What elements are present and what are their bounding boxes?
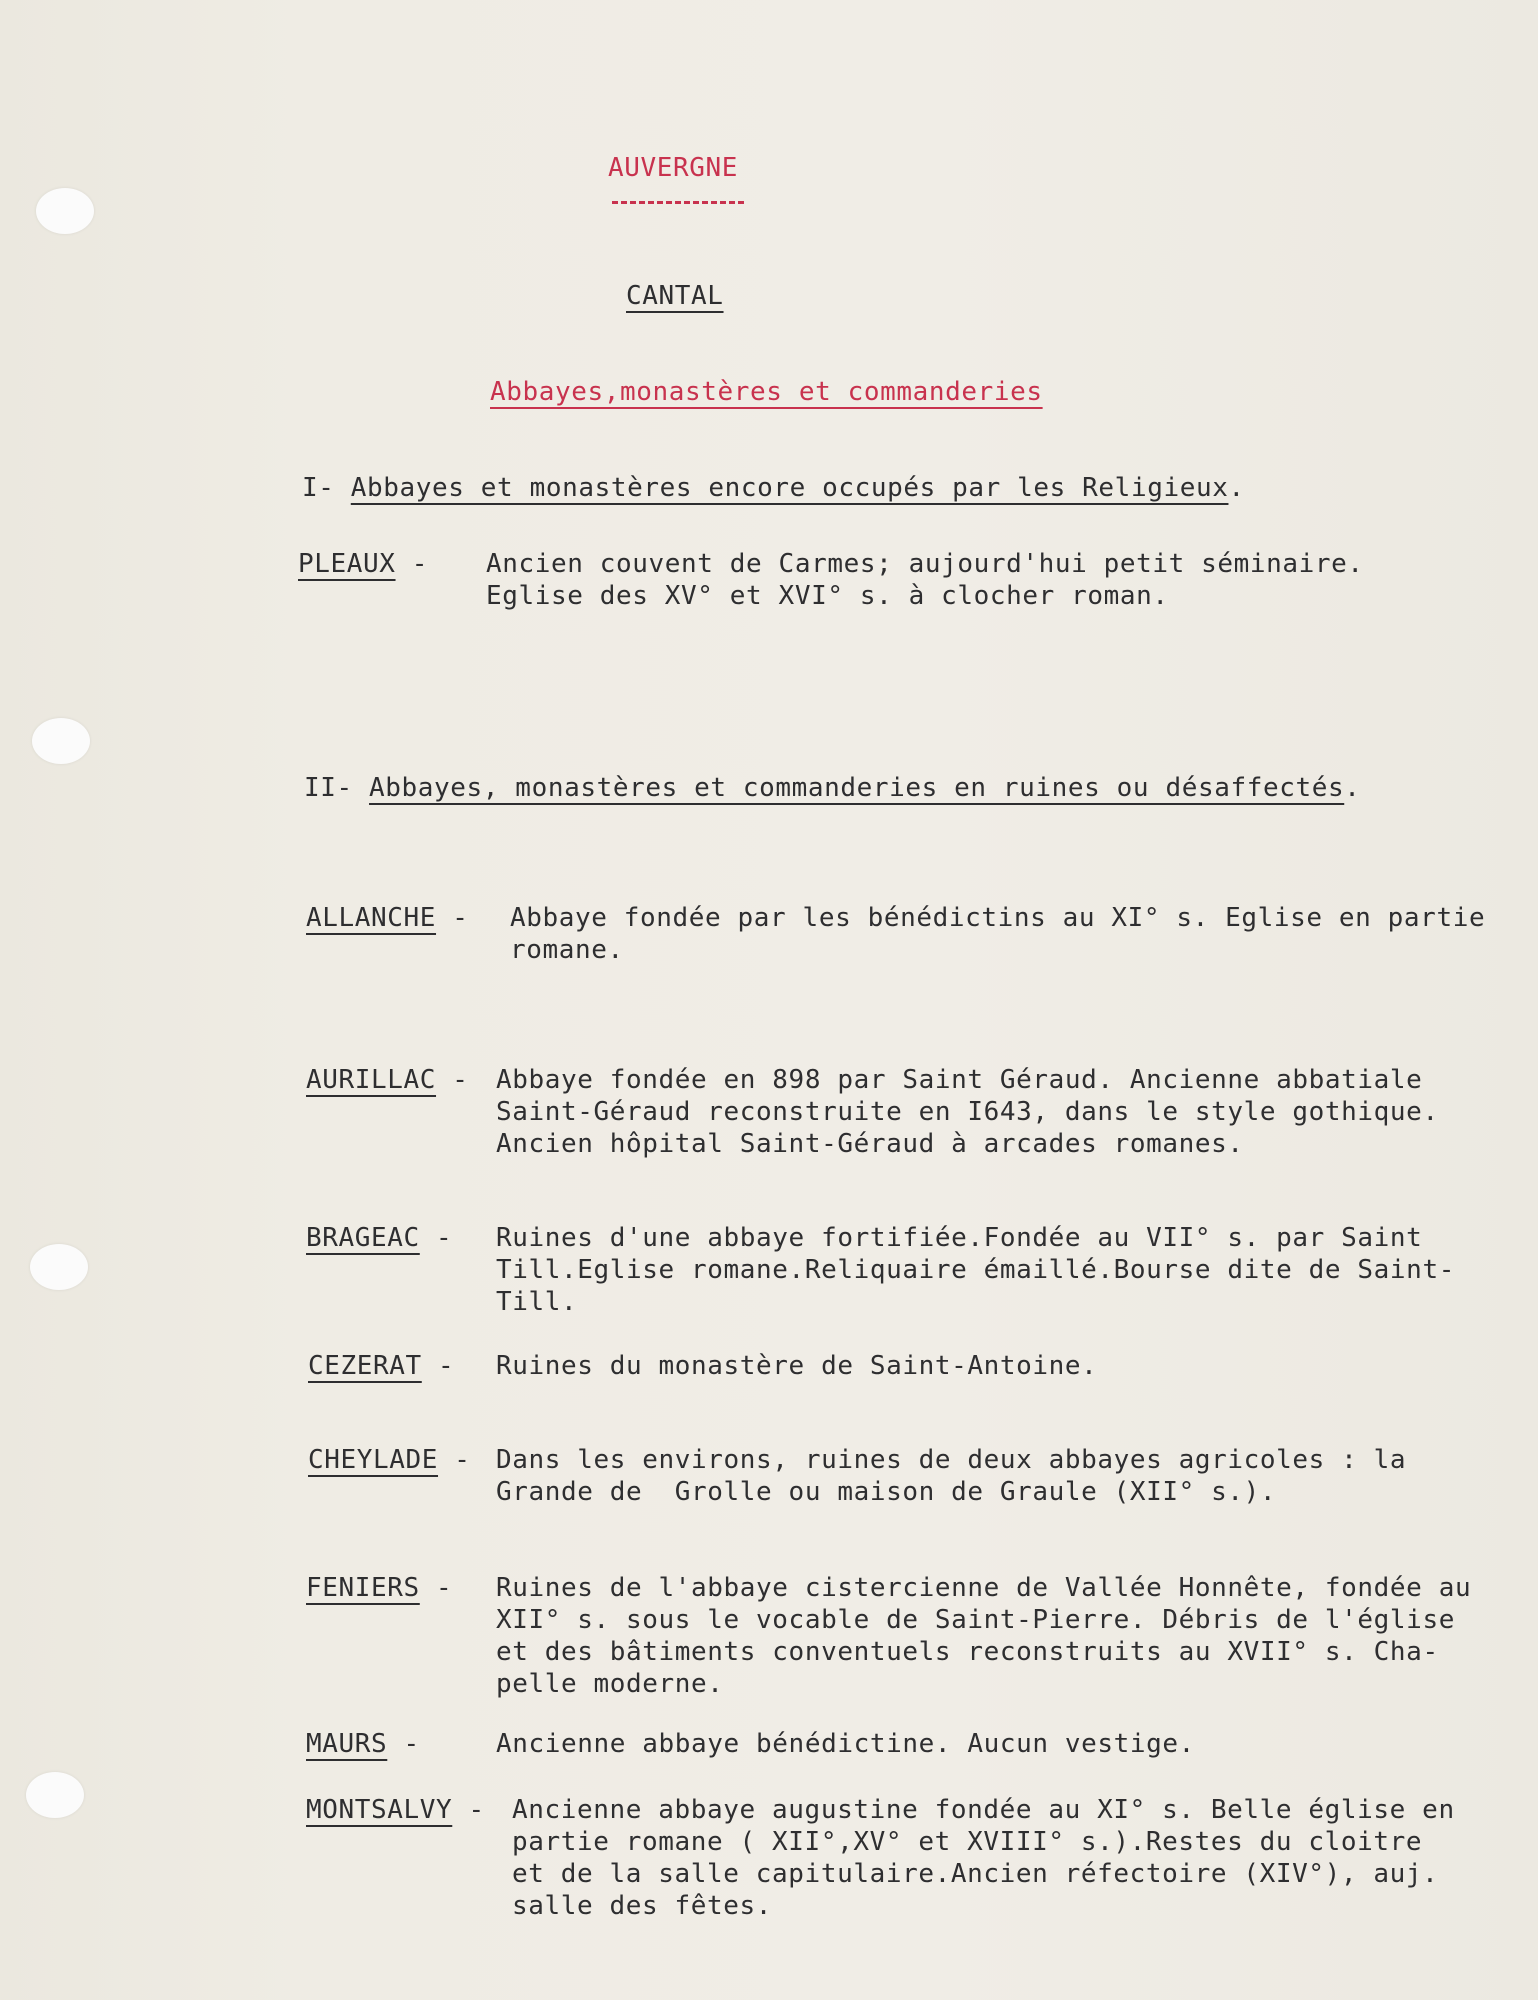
entry-heading	[308, 1444, 471, 1476]
place-name: MONTSALVY	[306, 1795, 453, 1825]
text-line: XII° s. sous le vocable de Saint-Pierre. Débris de l'église	[496, 1605, 1455, 1635]
text-line: Till.Eglise romane.Reliquaire émaillé.Bourse dite de Saint-	[496, 1255, 1455, 1285]
entry-heading	[306, 1572, 452, 1604]
text-line: Abbaye fondée en 898 par Saint Géraud. Ancienne abbatiale	[496, 1065, 1423, 1095]
section-number: I-	[302, 473, 335, 503]
text-line: Ancien couvent de Carmes; aujourd'hui petit séminaire.	[486, 549, 1364, 579]
place-name: FENIERS	[306, 1573, 420, 1603]
entry-text	[510, 902, 1485, 966]
entry-heading	[306, 1728, 420, 1760]
text-line: Ruines de l'abbaye cistercienne de Vallée Honnête, fondée au	[496, 1573, 1472, 1603]
region-title: AUVERGNE	[608, 153, 739, 183]
entry-text	[496, 1064, 1439, 1160]
entry-text	[496, 1444, 1406, 1508]
text-line: et des bâtiments conventuels reconstruits au XVII° s. Cha-	[496, 1637, 1439, 1667]
place-name: MAURS	[306, 1729, 388, 1759]
title-dashes	[612, 201, 744, 204]
section-number: II-	[304, 773, 353, 803]
text-line: Grande de Grolle ou maison de Graule (XII° s.).	[496, 1477, 1277, 1507]
entry-dash: -	[436, 1573, 453, 1603]
entry-text	[496, 1728, 1195, 1760]
section-title-end: .	[1344, 773, 1361, 803]
entry-heading	[308, 1350, 454, 1382]
entry-dash: -	[403, 1729, 420, 1759]
text-line: pelle moderne.	[496, 1669, 724, 1699]
entry-dash: -	[452, 903, 469, 933]
place-name: CHEYLADE	[308, 1445, 439, 1475]
entry-text	[496, 1350, 1097, 1382]
entry-dash: -	[468, 1795, 485, 1825]
text-line: Eglise des XV° et XVI° s. à clocher roman.	[486, 581, 1169, 611]
entry-dash: -	[411, 549, 429, 579]
entry-dash: -	[438, 1351, 455, 1381]
place-name: PLEAUX	[298, 549, 396, 579]
place-name: ALLANCHE	[306, 903, 437, 933]
place-name: CEZERAT	[308, 1351, 422, 1381]
text-line: Saint-Géraud reconstruite en I643, dans le style gothique.	[496, 1097, 1439, 1127]
entry-heading	[306, 1222, 452, 1254]
punch-hole	[26, 1772, 84, 1818]
text-line: Abbaye fondée par les bénédictins au XI° s. Eglise en partie	[510, 903, 1486, 933]
entry-text	[496, 1222, 1455, 1318]
text-line: et de la salle capitulaire.Ancien réfectoire (XIV°), auj.	[512, 1859, 1439, 1889]
punch-hole	[30, 1244, 88, 1290]
text-line: Ancienne abbaye augustine fondée au XI° s. Belle église en	[512, 1795, 1455, 1825]
section-heading	[304, 772, 1361, 804]
section-title: Abbayes, monastères et commanderies en ruines ou désaffectés	[369, 773, 1345, 803]
entry-heading	[306, 902, 469, 934]
subject-title: Abbayes,monastères et commanderies	[490, 377, 1043, 407]
text-line: romane.	[510, 935, 624, 965]
text-line: salle des fêtes.	[512, 1891, 773, 1921]
text-line: Ancien hôpital Saint-Géraud à arcades romanes.	[496, 1129, 1244, 1159]
entry-text	[512, 1794, 1455, 1922]
text-line: Till.	[496, 1287, 578, 1317]
punch-hole	[32, 718, 90, 764]
entry-text	[496, 1572, 1471, 1700]
text-line: Ancienne abbaye bénédictine. Aucun vestige.	[496, 1729, 1195, 1759]
text-line: Ruines d'une abbaye fortifiée.Fondée au VII° s. par Saint	[496, 1223, 1423, 1253]
text-line: Dans les environs, ruines de deux abbayes agricoles : la	[496, 1445, 1407, 1475]
punch-hole	[36, 188, 94, 234]
entry-heading	[306, 1064, 469, 1096]
text-line: Ruines du monastère de Saint-Antoine.	[496, 1351, 1098, 1381]
entry-dash: -	[436, 1223, 453, 1253]
entry-heading	[306, 1794, 485, 1826]
section-title: Abbayes et monastères encore occupés par les Religieux	[350, 473, 1229, 503]
entry-dash: -	[452, 1065, 469, 1095]
department-title: CANTAL	[626, 281, 724, 311]
entry-dash: -	[454, 1445, 471, 1475]
section-title-end: .	[1228, 473, 1245, 503]
text-line: partie romane ( XII°,XV° et XVIII° s.).Restes du cloitre	[512, 1827, 1423, 1857]
section-heading	[302, 472, 1245, 504]
place-name: BRAGEAC	[306, 1223, 420, 1253]
entry-text	[486, 548, 1364, 612]
entry-heading	[298, 548, 428, 580]
place-name: AURILLAC	[306, 1065, 437, 1095]
